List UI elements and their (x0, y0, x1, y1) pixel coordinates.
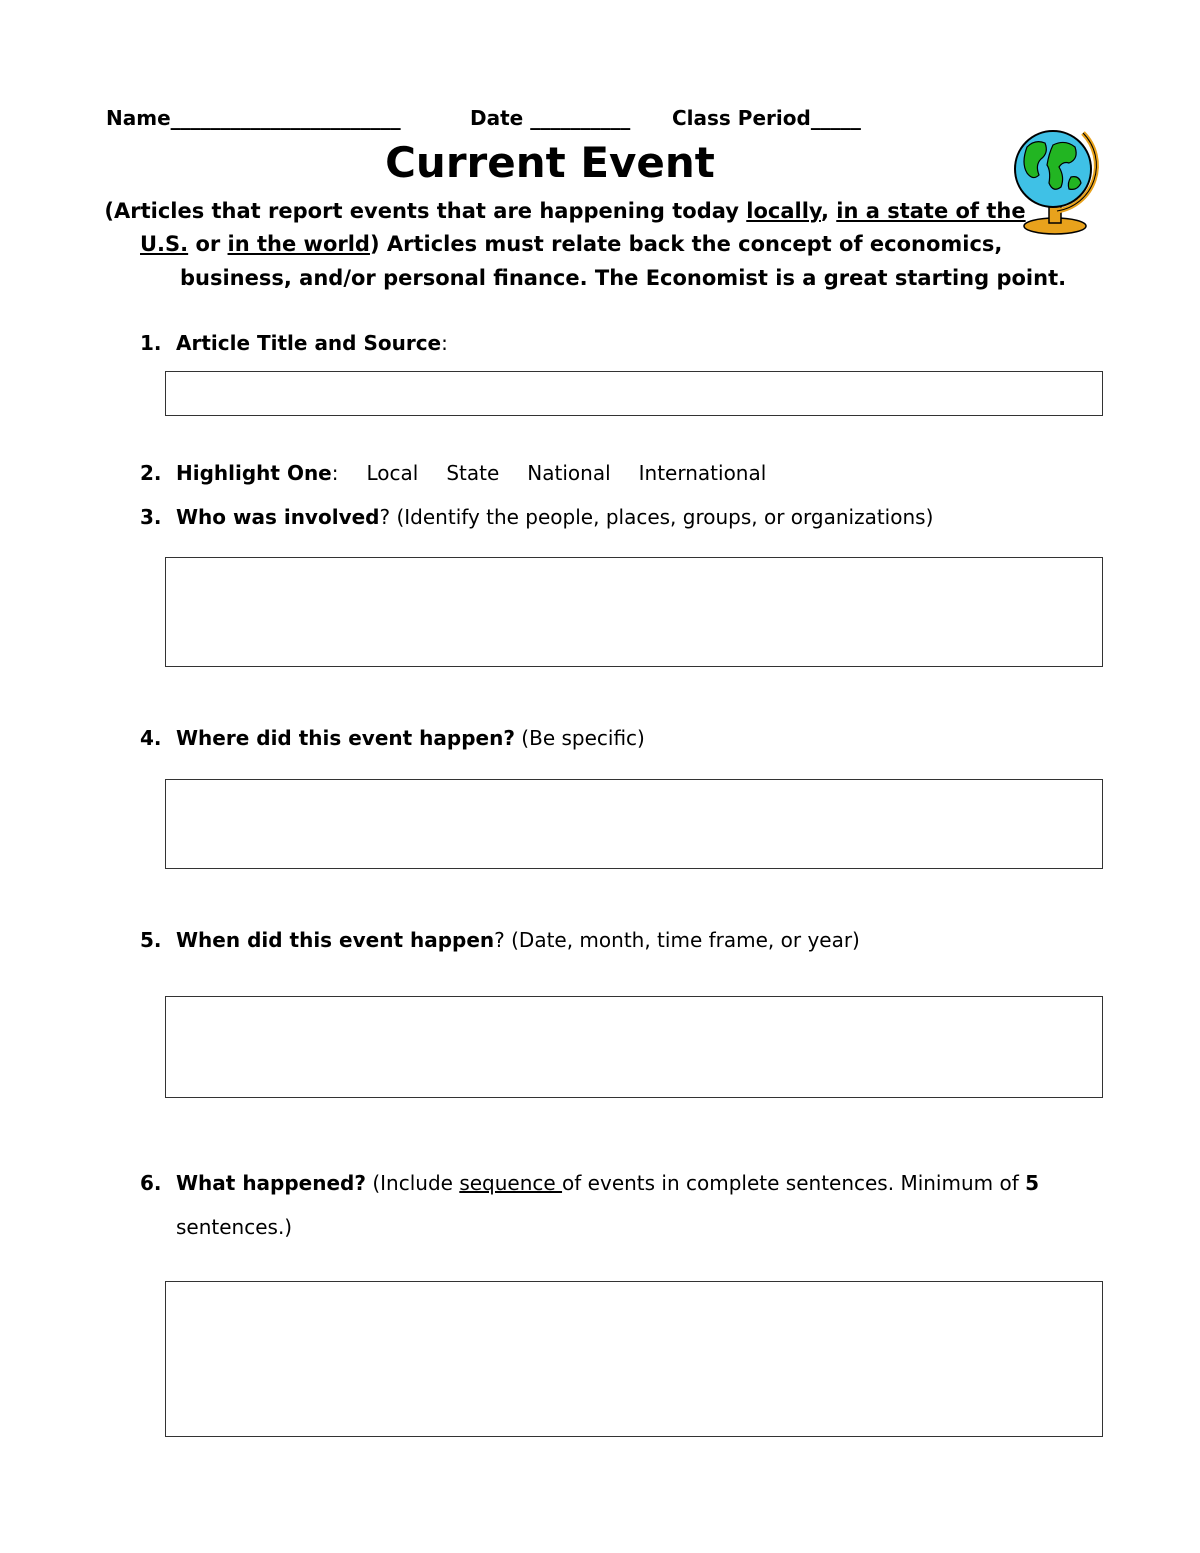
question-6-line-2: sentences.) (176, 1215, 293, 1239)
class-period-field[interactable]: Class Period_____ (672, 106, 861, 130)
question-2: 2. Highlight One: Local State National International (140, 461, 767, 485)
what-happened-answer-box[interactable] (165, 1281, 1103, 1437)
option-state[interactable]: State (446, 461, 500, 485)
intro-line-3: business, and/or personal finance. The Economist is a great starting point. (180, 266, 1067, 290)
where-answer-box[interactable] (165, 779, 1103, 869)
question-4: 4. Where did this event happen? (Be specific) (140, 726, 645, 750)
question-6: 6. What happened? (Include sequence of events in complete sentences. Minimum of 5 (140, 1171, 1040, 1195)
option-local[interactable]: Local (366, 461, 419, 485)
question-1: 1. Article Title and Source: (140, 331, 448, 355)
option-international[interactable]: International (638, 461, 767, 485)
intro-line-2: U.S. or in the world) Articles must relate back the concept of economics, (140, 232, 1003, 256)
date-field[interactable]: Date __________ (470, 106, 631, 130)
who-involved-answer-box[interactable] (165, 557, 1103, 667)
when-answer-box[interactable] (165, 996, 1103, 1098)
page-title: Current Event (385, 138, 715, 187)
question-5: 5. When did this event happen? (Date, month, time frame, or year) (140, 928, 860, 952)
article-title-answer-box[interactable] (165, 371, 1103, 416)
question-3: 3. Who was involved? (Identify the people, places, groups, or organizations) (140, 505, 934, 529)
option-national[interactable]: National (527, 461, 611, 485)
name-field[interactable]: Name_______________________ (106, 106, 401, 130)
intro-line-1: (Articles that report events that are happening today locally, in a state of the (104, 199, 1026, 223)
